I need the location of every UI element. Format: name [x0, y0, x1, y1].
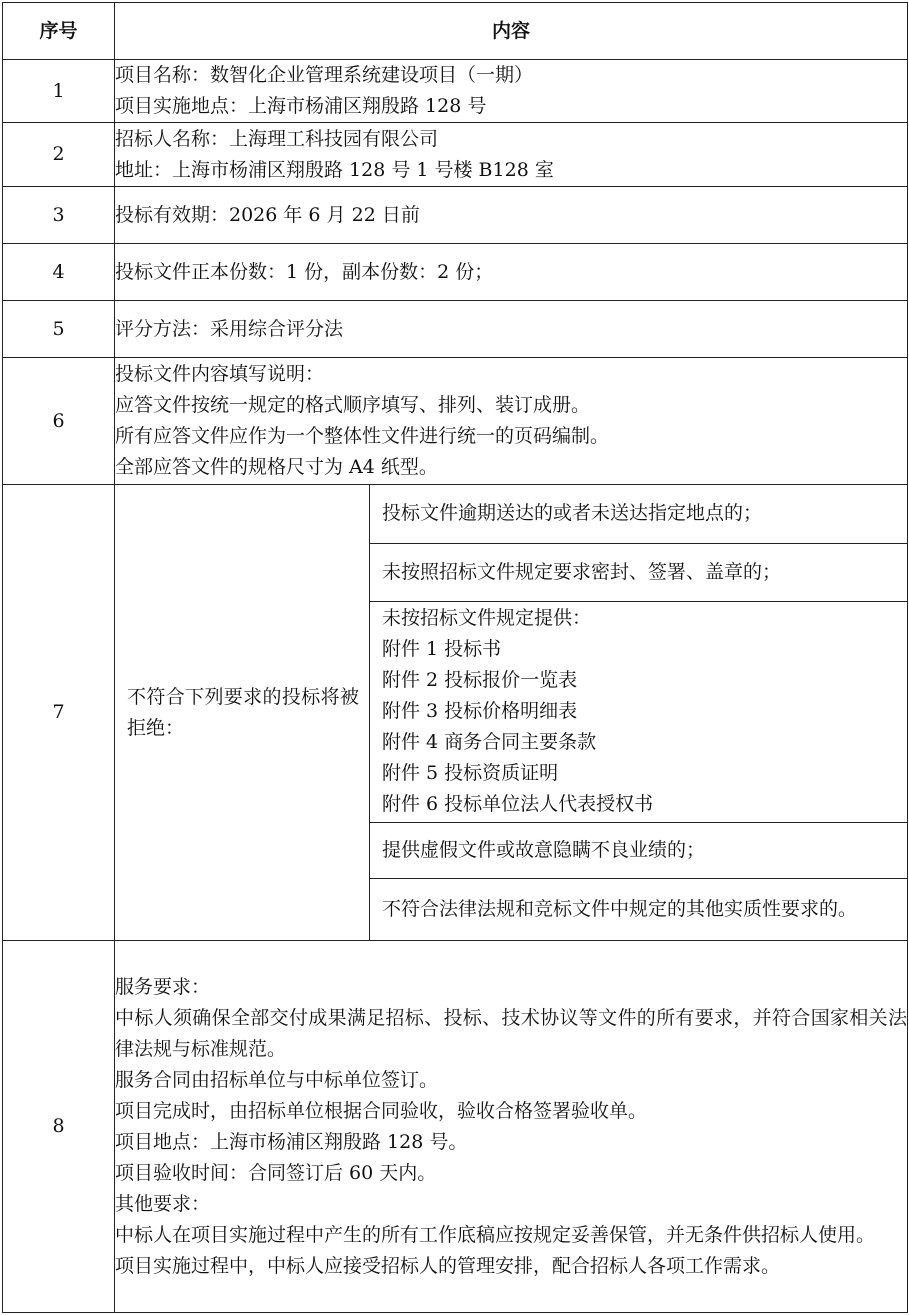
table-row — [3, 485, 908, 941]
table-row — [3, 187, 908, 244]
tender-requirements-table — [2, 2, 908, 1313]
content-line: 评分方法：采用综合评分法 — [115, 317, 344, 340]
row-number: 1 — [3, 60, 115, 123]
list-item — [370, 822, 907, 878]
attachment-line: 附件 6 投标单位法人代表授权书 — [382, 793, 654, 815]
table-row — [3, 301, 908, 358]
rejection-label-text: 不符合下列要求的投标将被拒绝： — [127, 685, 359, 739]
attachment-line: 附件 5 投标资质证明 — [382, 762, 559, 784]
list-item — [370, 485, 907, 543]
content-line: 投标文件正本份数：1 份，副本份数：2 份； — [115, 260, 494, 283]
rejection-conditions-list — [370, 485, 907, 940]
content-line: 中标人须确保全部交付成果满足招标、投标、技术协议等文件的所有要求，并符合国家相关法律法规与标准规范。 — [115, 1006, 908, 1060]
row-number: 5 — [3, 301, 115, 358]
content-line: 地址：上海市杨浦区翔殷路 128 号 1 号楼 B128 室 — [115, 158, 554, 181]
attachment-line: 附件 4 商务合同主要条款 — [382, 731, 597, 753]
condition-line: 投标文件逾期送达的或者未送达指定地点的； — [382, 502, 763, 525]
attachment-line: 附件 2 投标报价一览表 — [382, 669, 578, 691]
row-content — [115, 301, 908, 358]
list-item — [370, 543, 907, 601]
attachment-line: 附件 3 投标价格明细表 — [382, 700, 578, 722]
attachment-line: 附件 1 投标书 — [382, 638, 502, 660]
content-line: 应答文件按统一规定的格式顺序填写、排列、装订成册。 — [115, 394, 591, 416]
row-content — [115, 123, 908, 187]
header-content: 内容 — [115, 3, 908, 60]
content-line: 所有应答文件应作为一个整体性文件进行统一的页码编制。 — [115, 425, 610, 447]
row-number: 6 — [3, 358, 115, 485]
content-line: 项目完成时，由招标单位根据合同验收，验收合格签署验收单。 — [115, 1099, 648, 1122]
row-number: 2 — [3, 123, 115, 187]
condition-line: 未按招标文件规定提供： — [382, 607, 592, 629]
content-line: 服务合同由招标单位与中标单位签订。 — [115, 1068, 439, 1091]
content-line: 投标有效期：2026 年 6 月 22 日前 — [115, 203, 420, 226]
content-line: 项目名称：数智化企业管理系统建设项目（一期） — [115, 64, 534, 86]
rejection-label — [115, 485, 370, 941]
row-number: 4 — [3, 244, 115, 301]
condition-line: 不符合法律法规和竞标文件中规定的其他实质性要求的。 — [382, 897, 858, 920]
row-content — [115, 60, 908, 123]
content-line: 投标文件内容填写说明： — [115, 363, 325, 385]
row-number: 7 — [3, 485, 115, 941]
header-serial-number: 序号 — [3, 3, 115, 60]
row-content — [115, 187, 908, 244]
table-row — [3, 244, 908, 301]
row-number: 3 — [3, 187, 115, 244]
content-line: 中标人在项目实施过程中产生的所有工作底稿应按规定妥善保管，并无条件供招标人使用。 — [115, 1223, 876, 1246]
table-row — [3, 60, 908, 123]
table-header-row — [3, 3, 908, 60]
content-line: 其他要求： — [115, 1192, 211, 1215]
content-line: 项目验收时间：合同签订后 60 天内。 — [115, 1161, 437, 1184]
list-item — [370, 601, 907, 822]
content-line: 项目实施过程中，中标人应接受招标人的管理安排，配合招标人各项工作需求。 — [115, 1254, 781, 1277]
row-number: 8 — [3, 941, 115, 1313]
content-line: 项目实施地点：上海市杨浦区翔殷路 128 号 — [115, 95, 487, 117]
table-row — [3, 358, 908, 485]
condition-line: 未按照招标文件规定要求密封、签署、盖章的； — [382, 560, 782, 583]
row-content — [115, 244, 908, 301]
condition-line: 提供虚假文件或故意隐瞒不良业绩的； — [382, 838, 706, 861]
list-item — [370, 878, 907, 940]
row-content — [115, 941, 908, 1313]
content-line: 全部应答文件的规格尺寸为 A4 纸型。 — [115, 456, 438, 478]
row-content — [115, 358, 908, 485]
table-row — [3, 941, 908, 1313]
table-row — [3, 123, 908, 187]
rejection-conditions — [370, 485, 908, 941]
content-line: 服务要求： — [115, 975, 211, 998]
content-line: 项目地点：上海市杨浦区翔殷路 128 号。 — [115, 1130, 468, 1153]
content-line: 招标人名称：上海理工科技园有限公司 — [115, 127, 439, 150]
